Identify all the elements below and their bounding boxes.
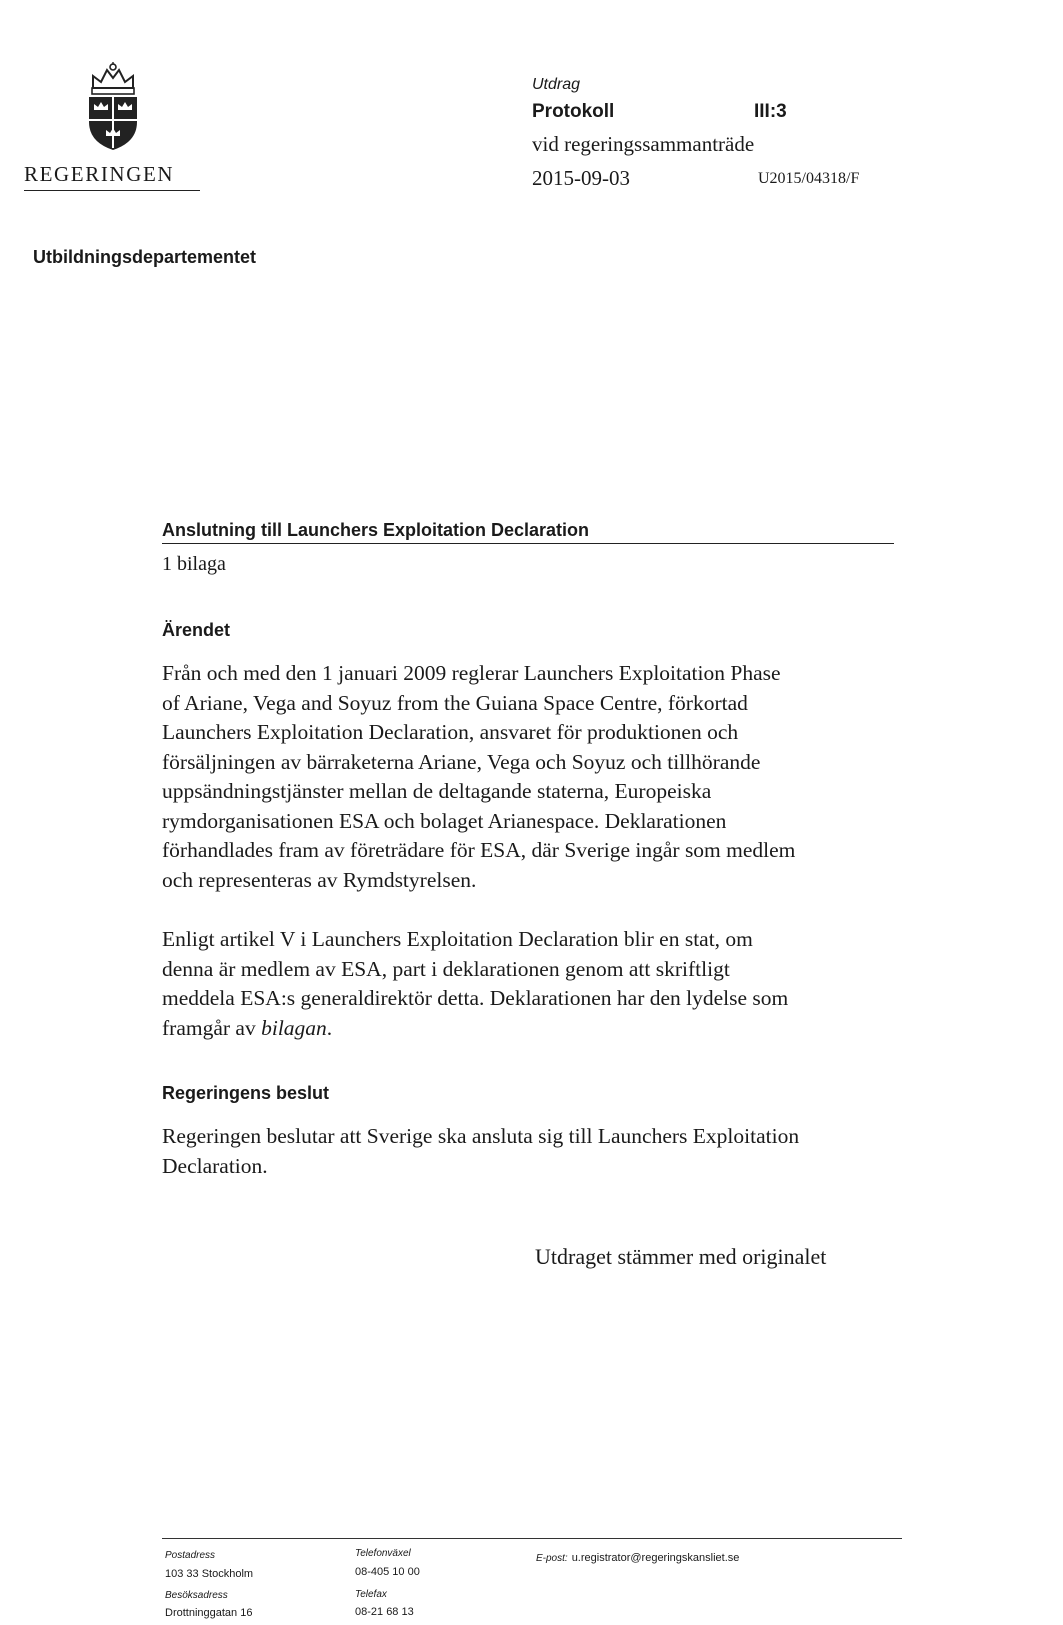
government-logo bbox=[24, 62, 202, 192]
swedish-coat-of-arms-icon bbox=[81, 62, 145, 152]
footer-visit-value: Drottninggatan 16 bbox=[165, 1607, 253, 1619]
footer-email-label: E-post: bbox=[536, 1553, 568, 1564]
text-line: Enligt artikel V i Launchers Exploitation Declaration blir en stat, om bbox=[162, 927, 753, 951]
footer-fax-value: 08-21 68 13 bbox=[355, 1606, 414, 1618]
text-line: förhandlades fram av företrädare för ESA, där Sverige ingår som medlem bbox=[162, 838, 796, 862]
footer-email-value[interactable]: u.registrator@regeringskansliet.se bbox=[571, 1552, 740, 1564]
attachment-count: 1 bilaga bbox=[162, 553, 226, 575]
text-line: rymdorganisationen ESA och bolaget Arianespace. Deklarationen bbox=[162, 808, 727, 833]
attachment-reference: bilagan bbox=[261, 1015, 327, 1040]
text-line: meddela ESA:s generaldirektör detta. Deklarationen har den lydelse som bbox=[162, 986, 789, 1010]
text-line: uppsändningstjänster mellan de deltagande staterna, Europeiska bbox=[162, 779, 712, 803]
case-title: Anslutning till Launchers Exploitation Declaration bbox=[162, 520, 590, 540]
footer-phone-value: 08-405 10 00 bbox=[355, 1566, 420, 1578]
text-segment: framgår av bbox=[162, 1015, 262, 1040]
text-line: Declaration. bbox=[162, 1153, 268, 1178]
section-heading-matter: Ärendet bbox=[162, 620, 231, 640]
meeting-label: vid regeringssammanträde bbox=[532, 132, 755, 156]
text-line: Launchers Exploitation Declaration, ansvaret för produktionen och bbox=[162, 720, 739, 744]
matter-paragraph-2 bbox=[162, 925, 902, 1043]
decision-paragraph bbox=[162, 1122, 902, 1181]
text-line: och representeras av Rymdstyrelsen. bbox=[162, 867, 477, 892]
protocol-number: III:3 bbox=[754, 101, 787, 122]
footer-fax-label: Telefax bbox=[355, 1589, 387, 1600]
logo-divider bbox=[24, 190, 200, 191]
footer-visit-label: Besöksadress bbox=[165, 1590, 228, 1601]
text-line: försäljningen av bärraketerna Ariane, Vega och Soyuz och tillhörande bbox=[162, 749, 761, 774]
section-heading-decision: Regeringens beslut bbox=[162, 1083, 330, 1103]
document-date: 2015-09-03 bbox=[532, 166, 630, 190]
text-line: denna är medlem av ESA, part i deklarationen genom att skriftligt bbox=[162, 956, 730, 981]
text-line: Regeringen beslutar att Sverige ska ansluta sig till Launchers Exploitation bbox=[162, 1124, 800, 1148]
footer-postal-label: Postadress bbox=[165, 1550, 216, 1561]
extract-label: Utdrag bbox=[532, 76, 581, 93]
footer-divider bbox=[162, 1538, 902, 1539]
protocol-label: Protokoll bbox=[532, 101, 615, 122]
text-line bbox=[162, 1014, 902, 1044]
reference-number: U2015/04318/F bbox=[758, 170, 860, 187]
logo-text: REGERINGEN bbox=[24, 162, 175, 186]
department-name: Utbildningsdepartementet bbox=[33, 247, 257, 267]
certification-note: Utdraget stämmer med originalet bbox=[535, 1244, 827, 1269]
text-segment: . bbox=[326, 1015, 333, 1040]
footer-email bbox=[536, 1548, 739, 1566]
footer-postal-value: 103 33 Stockholm bbox=[165, 1568, 254, 1580]
text-line: of Ariane, Vega and Soyuz from the Guiana Space Centre, förkortad bbox=[162, 690, 748, 715]
title-divider bbox=[162, 543, 894, 544]
text-line: Från och med den 1 januari 2009 reglerar Launchers Exploitation Phase bbox=[162, 661, 781, 685]
matter-paragraph-1 bbox=[162, 659, 902, 895]
footer-phone-label: Telefonväxel bbox=[355, 1548, 411, 1559]
